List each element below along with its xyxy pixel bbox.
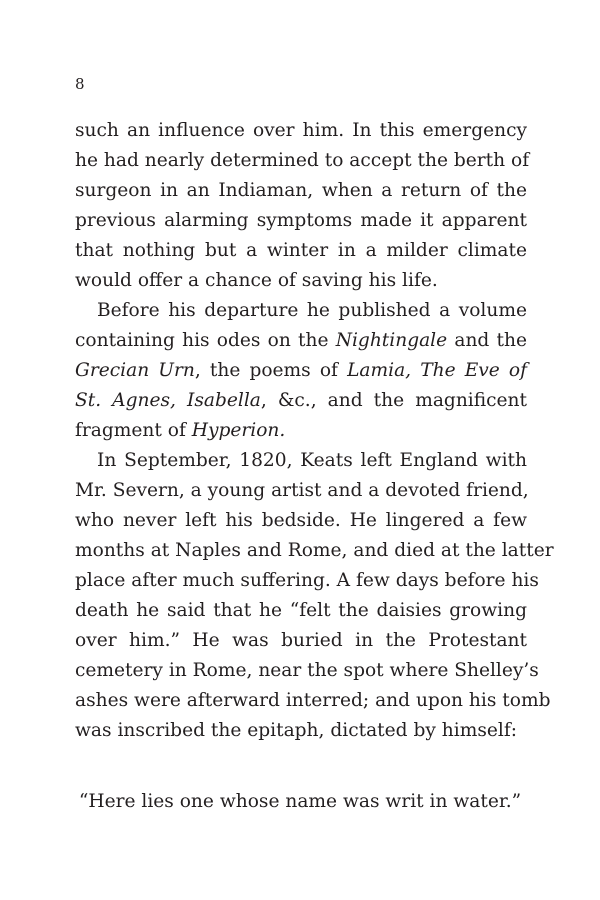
paragraph-3 xyxy=(75,446,554,746)
text-line: would offer a chance of saving his life. xyxy=(75,270,438,291)
text-line: Mr. Severn, a young artist and a devoted friend, xyxy=(75,480,529,501)
body-text xyxy=(75,116,554,746)
text-line: ashes were afterward interred; and upon his tomb xyxy=(75,690,551,711)
title-nightingale: Nightingale xyxy=(335,330,448,351)
text-run: Before his departure he published a volume xyxy=(97,300,527,321)
text-line: over him.” He was buried in the Protestant xyxy=(75,630,527,651)
text-run: and the xyxy=(447,330,527,351)
text-line: surgeon in an Indiaman, when a return of the xyxy=(75,180,527,201)
text-line: he had nearly determined to accept the berth of xyxy=(75,150,530,171)
text-line: was inscribed the epitaph, dictated by himself: xyxy=(75,720,517,741)
text-run: containing his odes on the xyxy=(75,330,336,351)
text-line: death he said that he “felt the daisies growing xyxy=(75,600,527,621)
paragraph-1 xyxy=(75,116,530,296)
text-line: cemetery in Rome, near the spot where Shelley’s xyxy=(75,660,539,681)
title-st-agnes-isabella: St. Agnes, Isabella xyxy=(75,390,261,411)
text-line: that nothing but a winter in a milder climate xyxy=(75,240,527,261)
text-line: previous alarming symptoms made it apparent xyxy=(75,210,527,231)
paragraph-2 xyxy=(75,296,527,446)
epitaph-quote: “Here lies one whose name was writ in water.” xyxy=(78,791,522,812)
text-run: , &c., and the magnificent xyxy=(260,390,528,411)
text-line xyxy=(75,296,527,326)
text-run: , the poems of xyxy=(194,360,348,381)
text-line: months at Naples and Rome, and died at the latter xyxy=(75,540,554,561)
text-run: fragment of xyxy=(75,420,192,441)
title-lamia-eve: Lamia, The Eve of xyxy=(347,360,527,381)
text-line xyxy=(75,416,527,446)
text-line xyxy=(75,326,527,356)
text-line xyxy=(75,386,527,416)
page-number: 8 xyxy=(75,75,85,93)
text-line: In September, 1820, Keats left England with xyxy=(97,450,527,471)
text-line: such an influence over him. In this emergency xyxy=(75,120,527,141)
text-line: place after much suffering. A few days before his xyxy=(75,570,539,591)
title-grecian-urn: Grecian Urn xyxy=(75,360,195,381)
title-hyperion: Hyperion. xyxy=(191,420,286,441)
text-line xyxy=(75,356,527,386)
text-line: who never left his bedside. He lingered a few xyxy=(75,510,527,531)
